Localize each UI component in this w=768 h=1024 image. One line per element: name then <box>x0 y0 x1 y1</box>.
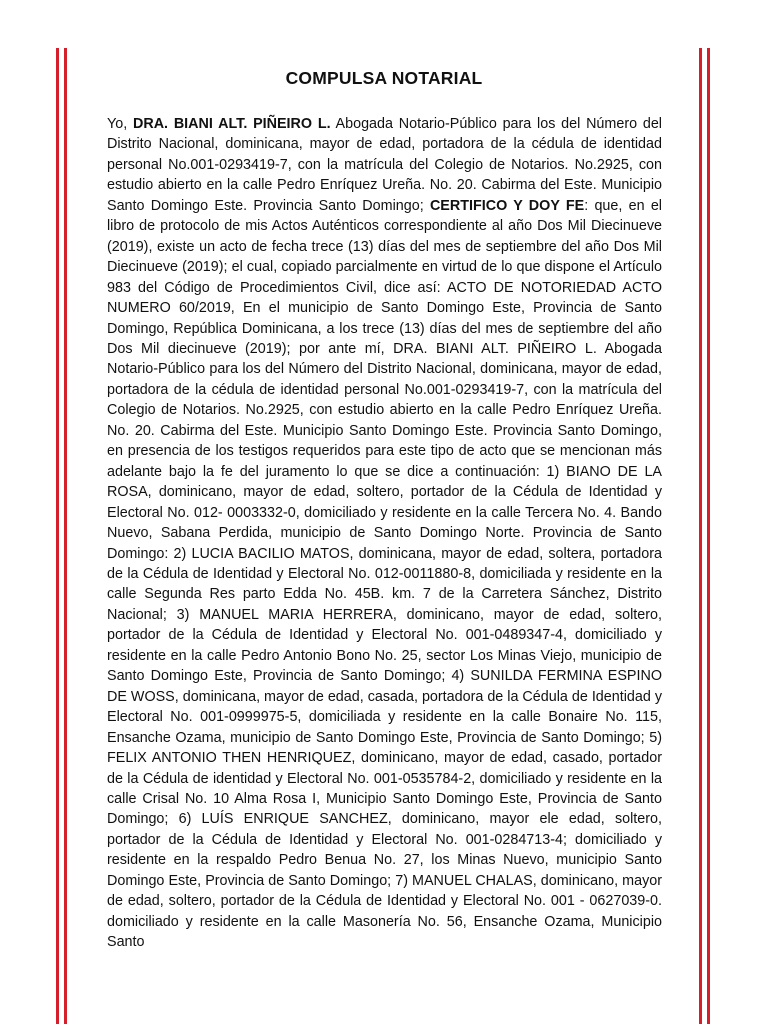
body-text-part-1: Abogada Notario-Público para los del Número del Distrito Nacional, dominicana, mayor de edad, portadora de la cédula de identidad personal No.001-0293419-7, con la matrícula del Colegio de Notarios. No.2925, con estudio abierto en la calle Pedro Enríquez Ureña. No. 20. Cabirma del Este. Municipio Santo Domingo Este. Provincia Santo Domingo; <box>107 116 662 214</box>
document-body <box>107 114 662 953</box>
right-border-line-outer <box>707 48 710 1024</box>
body-text-part-2: : que, en el libro de protocolo de mis Actos Auténticos correspondiente al año Dos Mil Diecinueve (2019), existe un acto de fecha trece (13) días del mes de septiembre del año Dos Mil Diecinueve (2019); el cual, copiado parcialmente en virtud de lo que dispone el Artículo 983 del Código de Procedimientos Civil, dice así: ACTO DE NOTORIEDAD ACTO NUMERO 60/2019, En el municipio de Santo Domingo Este, Provincia de Santo Domingo, República Dominicana, a los trece (13) días del mes de septiembre del año Dos Mil diecinueve (2019); por ante mí, DRA. BIANI ALT. PIÑEIRO L. Abogada Notario-Público para los del Número del Distrito Nacional, dominicana, mayor de edad, portadora de la cédula de identidad personal No.001-0293419-7, con la matrícula del Colegio de Notarios. No.2925, con estudio abierto en la calle Pedro Enríquez Ureña. No. 20. Cabirma del Este. Municipio Santo Domingo Este. Provincia Santo Domingo, en presencia de los testigos requeridos para este tipo de acto que se mencionan más adelante bajo la fe del juramento lo que se dice a continuación: 1) BIANO DE LA ROSA, dominicano, mayor de edad, soltero, portador de la Cédula de Identidad y Electoral No. 012- 0003332-0, domiciliado y residente en la calle Tercera No. 4. Bando Nuevo, Sabana Perdida, municipio de Santo Domingo Norte. Provincia de Santo Domingo: 2) LUCIA BACILIO MATOS, dominicana, mayor de edad, soltera, portadora de la Cédula de Identidad y Electoral No. 012-0011880-8, domiciliada y residente en la calle Segunda Res parto Edda No. 45B. km. 7 de la Carretera Sánchez, Distrito Nacional; 3) MANUEL MARIA HERRERA, dominicano, mayor de edad, soltero, portador de la Cédula de Identidad y Electoral No. 001-0489347-4, domiciliado y residente en la calle Pedro Antonio Bono No. 25, sector Los Minas Viejo, municipio de Santo Domingo Este, Provincia de Santo Domingo; 4) SUNILDA FERMINA ESPINO DE WOSS, dominicana, mayor de edad, casada, portadora de la Cédula de Identidad y Electoral No. 001-0999975-5, domiciliada y residente en la calle Bonaire No. 115, Ensanche Ozama, municipio de Santo Domingo Este, Provincia de Santo Domingo; 5) FELIX ANTONIO THEN HENRIQUEZ, dominicano, mayor de edad, casado, portador de la Cédula de identidad y Electoral No. 001-0535784-2, domiciliado y residente en la calle Crisal No. 10 Alma Rosa I, Municipio Santo Domingo Este, Provincia de Santo Domingo; 6) LUÍS ENRIQUE SANCHEZ, dominicano, mayor ele edad, soltero, portador de la Cédula de Identidad y Electoral No. 001-0284713-4; domiciliado y residente en la respaldo Pedro Benua No. 27, los Minas Nuevo, municipio Santo Domingo Este, Provincia de Santo Domingo; 7) MANUEL CHALAS, dominicano, mayor de edad, soltero, portador de la Cédula de Identidad y Electoral No. 001 - 0627039-0. domiciliado y residente en la calle Masonería No. 56, Ensanche Ozama, Municipio Santo <box>107 197 662 951</box>
left-border-line-outer <box>56 48 59 1024</box>
left-border-line-inner <box>64 48 67 1024</box>
notary-name: DRA. BIANI ALT. PIÑEIRO L. <box>132 116 331 132</box>
document-title: COMPULSA NOTARIAL <box>285 68 483 88</box>
certify-phrase: CERTIFICO Y DOY FE <box>429 197 585 214</box>
intro-text: Yo, <box>107 116 133 132</box>
right-border-line-inner <box>699 48 702 1024</box>
